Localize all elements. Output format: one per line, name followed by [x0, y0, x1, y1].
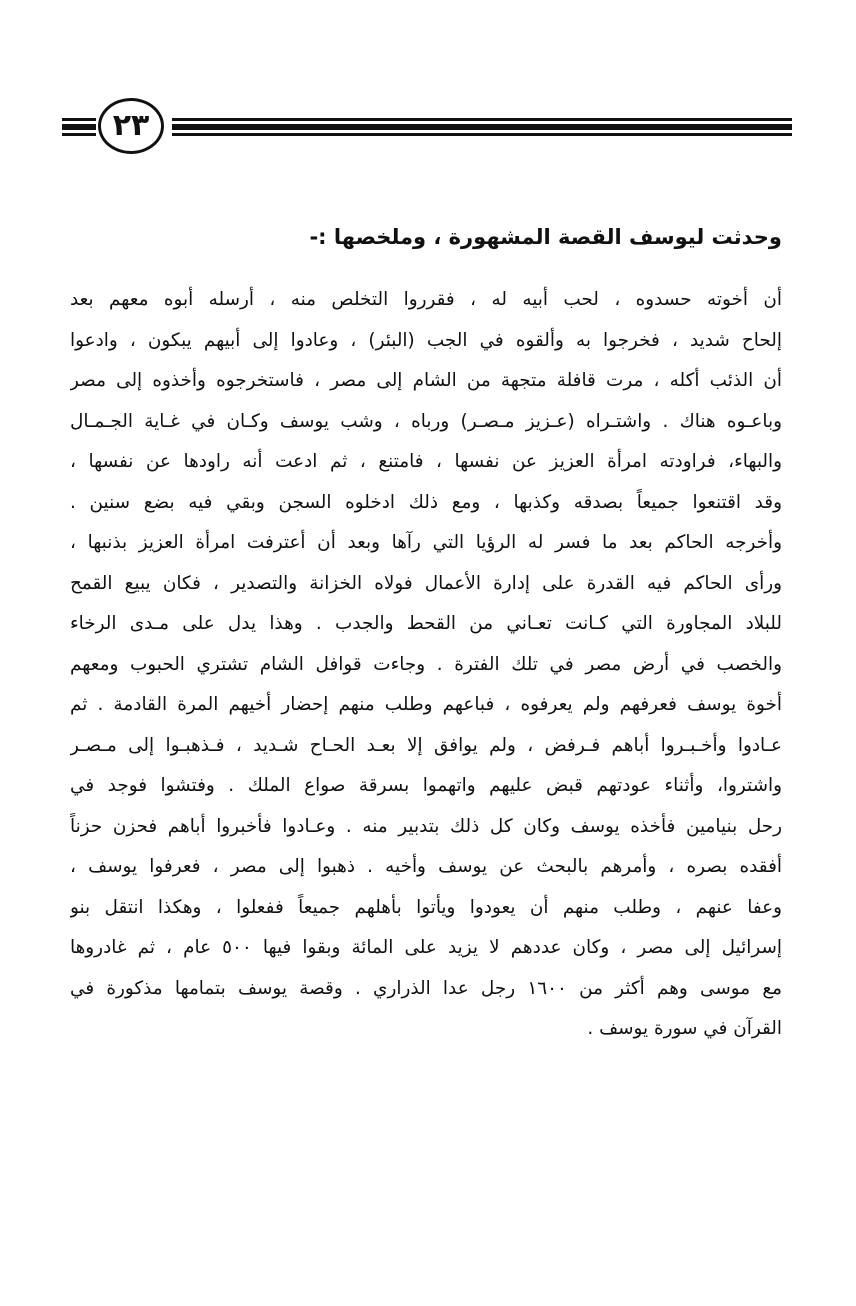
body-paragraph [70, 280, 782, 1050]
text-line: رحل بنيامين فأخذه يوسف وكان كل ذلك بتدبير منه . وعـادوا فأخبروا أباهم فحزن حزناً [70, 815, 782, 837]
text-line: وباعـوه هناك . واشتـراه (عـزيز مـصـر) ورباه ، وشب يوسف وكـان في غـاية الجـمـال [70, 410, 782, 432]
text-line: والخصب في أرض مصر في تلك الفترة . وجاءت قوافل الشام تشتري الحبوب ومعهم [70, 653, 782, 675]
header-rule-left [62, 118, 96, 140]
text-line: والبهاء، فراودته امرأة العزيز عن نفسها ، فامتنع ، ثم ادعت أنه راودها عن نفسها ، [70, 451, 782, 472]
text-line: إسرائيل إلى مصر ، وكان عددهم لا يزيد على المائة وبقوا فيها ٥٠٠ عام ، ثم غادروها [70, 937, 782, 958]
text-line: واشتروا، وأثناء عودتهم قبض عليهم واتهموا بسرقة صواع الملك . وفتشوا فوجد في [70, 775, 782, 796]
text-line: وعفا عنهم ، وطلب منهم أن يعودوا ويأتوا بأهلهم جميعاً ففعلوا ، وهكذا انتقل بنو [70, 896, 782, 918]
text-line: القرآن في سورة يوسف . [587, 1018, 782, 1039]
page-number-badge [98, 98, 164, 154]
text-line: أفقده بصره ، وأمرهم بالبحث عن يوسف وأخيه . ذهبوا إلى مصر ، فعرفوا يوسف ، [70, 856, 782, 877]
text-line: للبلاد المجاورة التي كـانت تعـاني من القحط والجدب . وهذا يدل على مـدى الرخاء [70, 613, 782, 634]
text-line: أن أخوته حسدوه ، لحب أبيه له ، فقرروا التخلص منه ، أرسله أبوه معهم بعد [70, 289, 782, 310]
text-line: أخوة يوسف فعرفهم ولم يعرفوه ، فباعهم وطلب منهم إحضار أخيهم المرة القادمة . ثم [70, 694, 782, 715]
text-line: وقد اقتنعوا جميعاً بصدقه وكذبها ، ومع ذلك ادخلوه السجن وبقي فيه بضع سنين . [70, 491, 782, 513]
header-rule-right [172, 118, 792, 140]
text-line: عـادوا وأخـبـروا أباهم فـرفض ، ولم يوافق إلا بعـد الحـاح شـديد ، فـذهبـوا إلى مـصـر [70, 734, 782, 756]
section-heading: وحدثت ليوسف القصة المشهورة ، وملخصها :- [309, 225, 782, 249]
text-line: وأخرجه الحاكم بعد ما فسر له الرؤيا التي رآها وبعد أن أعترفت امرأة العزيز بذنبها ، [70, 532, 782, 553]
text-line: ورأى الحاكم فيه القدرة على إدارة الأعمال فولاه الخزانة والتصدير ، فكان يبيع القمح [70, 572, 782, 594]
text-line: إلحاح شديد ، فخرجوا به وألقوه في الجب (البئر) ، وعادوا إلى أبيهم يبكون ، وادعوا [70, 329, 782, 351]
text-line: أن الذئب أكله ، مرت قافلة متجهة من الشام إلى مصر ، فاستخرجوه وأخذوه إلى مصر [70, 370, 782, 391]
page-number: ٢٣ [112, 108, 150, 143]
page-header [62, 96, 792, 158]
text-line: مع موسى وهم أكثر من ١٦٠٠ رجل عدا الذراري . وقصة يوسف بتمامها مذكورة في [70, 977, 782, 999]
